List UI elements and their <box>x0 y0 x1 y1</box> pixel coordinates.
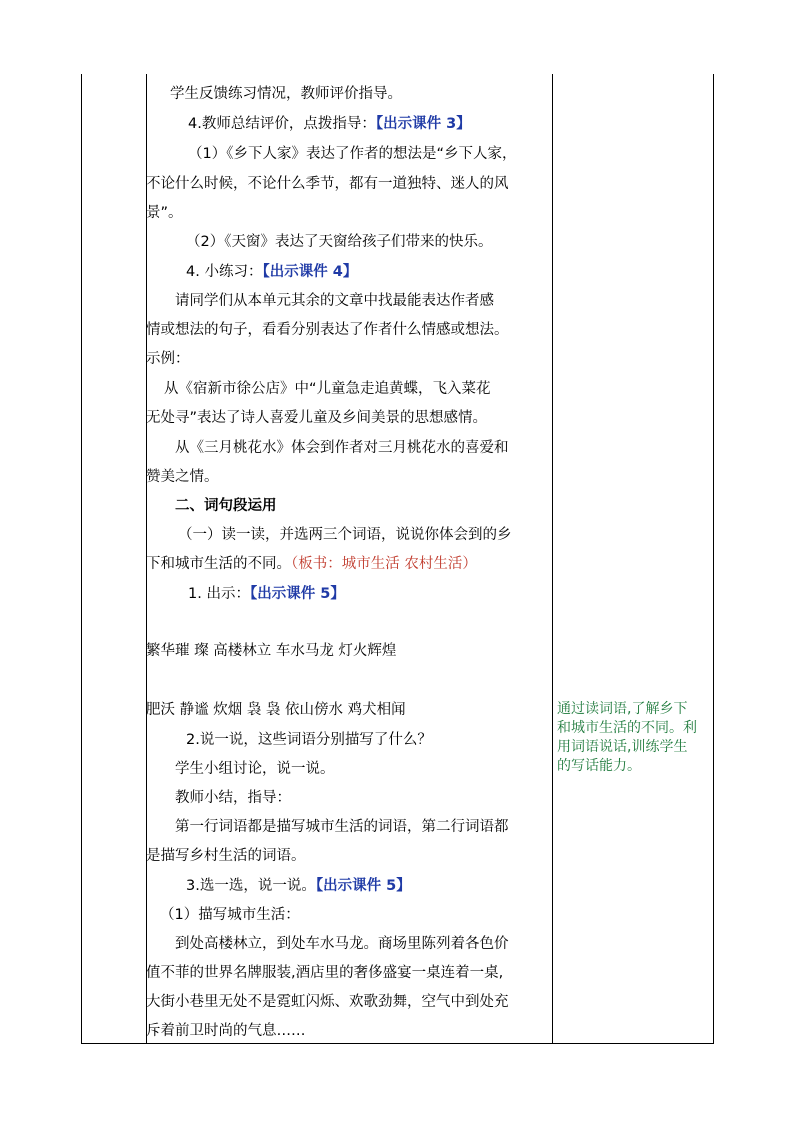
text-line: 赞美之情。 <box>146 469 219 485</box>
text-line: 学生反馈练习情况，教师评价指导。 <box>170 86 402 102</box>
text-line: 从《三月桃花水》体会到作者对三月桃花水的喜爱和 <box>175 440 509 456</box>
text-line: 从《宿新市徐公店》中“儿童急走追黄蝶，飞入菜花 <box>164 381 491 397</box>
text-line: 示例： <box>146 351 190 367</box>
text-line: 第一行词语都是描写城市生活的词语，第二行词语都 <box>175 819 509 835</box>
text-line: 学生小组讨论，说一说。 <box>175 761 335 777</box>
courseware-tag: 【出示课件 3】 <box>375 116 471 132</box>
text-line <box>188 114 471 134</box>
teaching-process-column <box>146 74 552 1044</box>
text-line: 教师小结，指导： <box>175 790 291 806</box>
board-note: （板书：城市生活 农村生活） <box>291 556 477 572</box>
note-line: 的写话能力。 <box>557 758 641 774</box>
note-line: 用词语说话,训练学生 <box>557 739 688 755</box>
text-line: 到处高楼林立，到处车水马龙。商场里陈列着各色价 <box>175 936 509 952</box>
section-heading: 二、词句段运用 <box>175 498 277 514</box>
table-divider-2 <box>552 74 553 1044</box>
courseware-tag: 【出示课件 5】 <box>249 586 345 602</box>
text-line: 值不菲的世界名牌服装,酒店里的奢侈盛宴一桌连着一桌, <box>146 965 504 981</box>
text-segment: 4.教师总结评价，点拨指导： <box>188 116 376 132</box>
courseware-tag: 【出示课件 4】 <box>262 264 358 280</box>
text-line: （1）《乡下人家》表达了作者的想法是“乡下人家， <box>188 146 517 162</box>
text-line: 请同学们从本单元其余的文章中找最能表达作者感 <box>175 293 494 309</box>
word-row-country: 肥沃 静谧 炊烟 袅 袅 依山傍水 鸡犬相闻 <box>146 702 406 718</box>
note-line: 通过读词语,了解乡下 <box>557 701 688 717</box>
table-border-right <box>713 74 714 1044</box>
text-line <box>186 876 411 896</box>
text-line <box>186 262 357 282</box>
text-line: （2）《天窗》表达了天窗给孩子们带来的快乐。 <box>186 234 493 250</box>
text-line: （一）读一读，并选两三个词语，说说你体会到的乡 <box>178 527 512 543</box>
text-line: 斥着前卫时尚的气息…… <box>146 1023 306 1039</box>
text-line: （1）描写城市生活： <box>160 907 300 923</box>
text-line: 不论什么时候，不论什么季节，都有一道独特、迷人的风 <box>146 176 509 192</box>
text-line: 2.说一说，这些词语分别描写了什么？ <box>186 732 432 748</box>
text-line: 景”。 <box>146 205 183 221</box>
text-segment: 4. 小练习： <box>186 264 263 280</box>
design-intent-note <box>557 700 715 776</box>
table-border-left <box>81 74 82 1044</box>
text-line: 无处寻”表达了诗人喜爱儿童及乡间美景的思想感情。 <box>146 410 488 426</box>
text-line: 情或想法的句子，看看分别表达了作者什么情感或想法。 <box>146 322 509 338</box>
text-segment: 下和城市生活的不同。 <box>146 556 291 572</box>
text-segment: 3.选一选，说一说。 <box>186 878 316 894</box>
courseware-tag: 【出示课件 5】 <box>315 878 411 894</box>
note-line: 和城市生活的不同。利 <box>557 720 697 736</box>
text-line <box>146 554 477 574</box>
word-row-city: 繁华璀 璨 高楼林立 车水马龙 灯火辉煌 <box>146 643 397 659</box>
text-line: 大街小巷里无处不是霓虹闪烁、欢歌劲舞，空气中到处充 <box>146 994 509 1010</box>
text-line: 是描写乡村生活的词语。 <box>146 848 306 864</box>
text-segment: 1. 出示： <box>188 586 250 602</box>
text-line <box>188 584 345 604</box>
